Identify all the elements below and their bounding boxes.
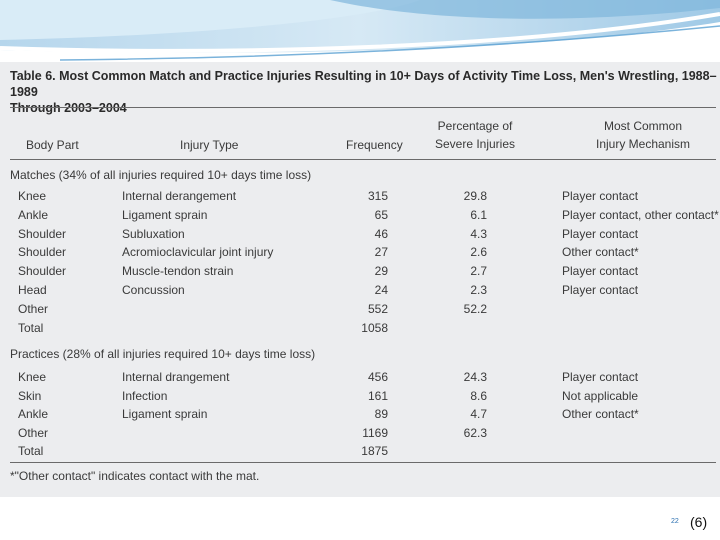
cell-mechanism: Player contact — [562, 370, 639, 384]
matches-section-label: Matches (34% of all injuries required 10+ days time loss) — [10, 168, 312, 182]
cell-frequency: 65 — [374, 207, 388, 222]
cell-mechanism: Player contact — [562, 283, 639, 297]
cell-mechanism: Not applicable — [562, 388, 639, 403]
cell-body-part: Ankle — [18, 207, 49, 222]
cell-body-part: Shoulder — [18, 226, 67, 241]
cell-percentage: 29.8 — [463, 189, 487, 203]
bottom-rule — [10, 462, 716, 463]
header-body-part: Body Part — [26, 138, 79, 152]
header-percentage-line1: Percentage of — [437, 119, 513, 133]
cell-percentage: 4.7 — [470, 407, 487, 421]
table-title-line1: Table 6. Most Common Match and Practice Injuries Resulting in 10+ Days of Activity Time Loss, Men's Wrestling, 1988–1989 — [10, 69, 717, 99]
cell-injury-type: Internal derangement — [122, 189, 237, 203]
cell-frequency: 1875 — [361, 444, 388, 458]
header-percentage-line2: Severe Injuries — [434, 137, 516, 151]
cell-body-part: Other — [18, 425, 49, 440]
cell-frequency: 27 — [374, 245, 388, 260]
table-title-line2: Through 2003–2004 — [10, 101, 127, 115]
table-title — [10, 68, 720, 116]
cell-mechanism: Player contact — [562, 264, 639, 279]
cell-frequency: 24 — [374, 283, 388, 297]
slide-footer — [0, 497, 720, 540]
slide-page-number: 22 — [671, 518, 679, 525]
cell-percentage: 2.7 — [470, 264, 487, 279]
cell-body-part: Skin — [18, 388, 42, 403]
cell-injury-type: Internal drangement — [122, 370, 230, 384]
cell-percentage: 62.3 — [463, 425, 487, 440]
header-mechanism-line1: Most Common — [603, 119, 683, 133]
cell-body-part: Shoulder — [18, 264, 67, 279]
cell-frequency: 315 — [367, 189, 388, 203]
cell-frequency: 552 — [367, 301, 388, 316]
cell-mechanism: Other contact* — [562, 407, 639, 421]
cell-body-part: Total — [18, 444, 44, 458]
cell-mechanism: Player contact — [562, 189, 639, 203]
cell-frequency: 161 — [367, 388, 388, 403]
slide-reference: (6) — [690, 514, 708, 530]
cell-body-part: Head — [18, 283, 47, 297]
cell-injury-type: Infection — [122, 388, 168, 403]
cell-percentage: 6.1 — [470, 207, 487, 222]
header-rule — [10, 159, 716, 160]
cell-body-part: Knee — [18, 189, 47, 203]
cell-percentage: 24.3 — [463, 370, 487, 384]
cell-body-part: Total — [18, 320, 44, 335]
cell-percentage: 2.3 — [470, 283, 487, 297]
table-document — [0, 62, 720, 497]
cell-frequency: 456 — [367, 370, 388, 384]
cell-percentage: 52.2 — [463, 301, 487, 316]
cell-injury-type: Muscle-tendon strain — [122, 264, 234, 279]
cell-frequency: 89 — [374, 407, 388, 421]
cell-frequency: 1169 — [362, 425, 388, 440]
cell-injury-type: Concussion — [122, 283, 185, 297]
header-injury-type: Injury Type — [180, 138, 239, 152]
cell-mechanism: Player contact — [562, 226, 639, 241]
cell-injury-type: Subluxation — [122, 226, 185, 241]
cell-frequency: 46 — [374, 226, 388, 241]
cell-frequency: 29 — [374, 264, 388, 279]
footnote: *"Other contact" indicates contact with the mat. — [10, 469, 260, 483]
cell-injury-type: Ligament sprain — [122, 207, 208, 222]
cell-percentage: 4.3 — [470, 226, 487, 241]
cell-body-part: Ankle — [18, 407, 49, 421]
cell-body-part: Other — [18, 301, 49, 316]
cell-injury-type: Ligament sprain — [122, 407, 208, 421]
cell-injury-type: Acromioclavicular joint injury — [122, 245, 274, 260]
cell-body-part: Shoulder — [18, 245, 67, 260]
cell-mechanism: Other contact* — [562, 245, 639, 260]
header-swoosh-decoration — [0, 0, 720, 62]
header-frequency: Frequency — [346, 138, 403, 152]
header-mechanism-line2: Injury Mechanism — [595, 137, 691, 151]
top-rule — [10, 107, 716, 108]
cell-percentage: 2.6 — [470, 245, 487, 260]
cell-mechanism: Player contact, other contact* — [562, 207, 719, 222]
cell-body-part: Knee — [18, 370, 47, 384]
practices-section-label: Practices (28% of all injuries required 10+ days time loss) — [10, 347, 316, 361]
cell-percentage: 8.6 — [470, 388, 487, 403]
cell-frequency: 1058 — [361, 320, 388, 335]
